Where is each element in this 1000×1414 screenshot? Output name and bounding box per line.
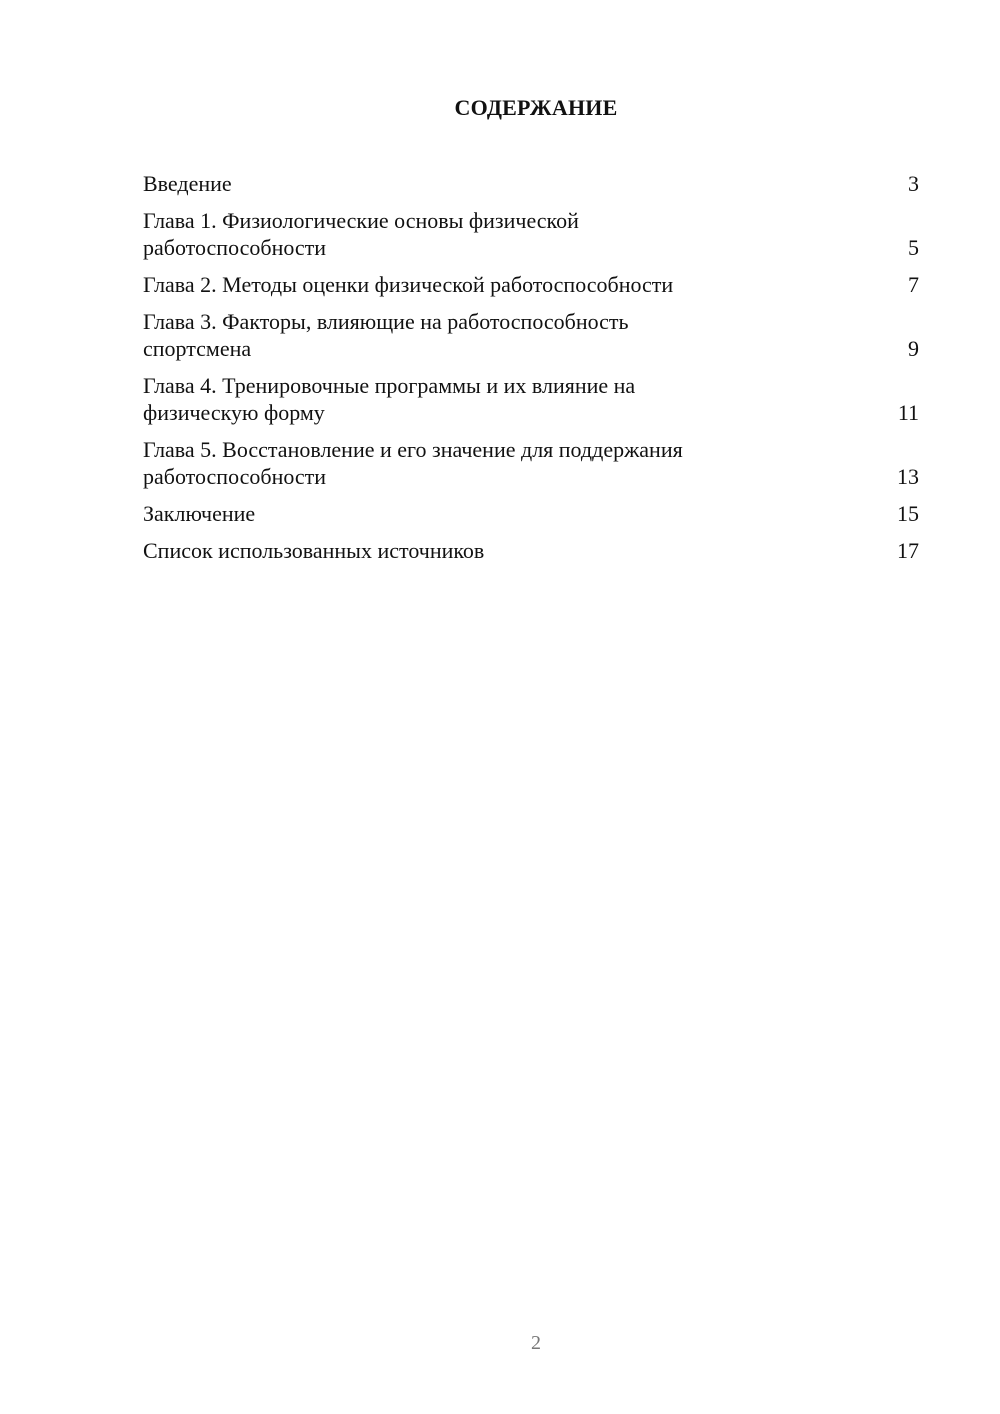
toc-entry-title: Список использованных источников [143,538,485,563]
toc-entry-page: 13 [897,464,919,489]
toc-entry-page: 9 [908,336,919,361]
toc-entry-chapter-3 [143,308,919,362]
toc-entry-page: 5 [908,235,919,260]
toc-entry-page: 17 [897,538,919,563]
toc-entry-chapter-4 [143,372,919,426]
toc-entry-chapter-5 [143,436,919,490]
toc-entry-title: Введение [143,171,232,196]
toc-entry-title: Заключение [143,501,256,526]
toc-entry-page: 7 [908,272,919,297]
toc-entry-introduction [143,170,919,197]
toc-heading: СОДЕРЖАНИЕ [454,95,618,120]
toc-entry-chapter-2 [143,271,919,298]
toc-entry-title: Глава 1. Физиологические основы физической работоспособности [143,208,579,260]
toc-entry-page: 11 [897,400,919,425]
table-of-contents [143,170,919,574]
page-number: 2 [531,1332,541,1354]
toc-entry-title: Глава 2. Методы оценки физической работоспособности [143,272,674,297]
toc-entry-title: Глава 4. Тренировочные программы и их влияние на физическую форму [143,373,636,425]
toc-entry-references [143,537,919,564]
toc-entry-title: Глава 3. Факторы, влияющие на работоспособность спортсмена [143,309,629,361]
toc-entry-conclusion [143,500,919,527]
toc-entry-chapter-1 [143,207,919,261]
toc-entry-title: Глава 5. Восстановление и его значение для поддержания работоспособности [143,437,683,489]
toc-entry-page: 15 [897,501,919,526]
toc-entry-page: 3 [908,171,919,196]
